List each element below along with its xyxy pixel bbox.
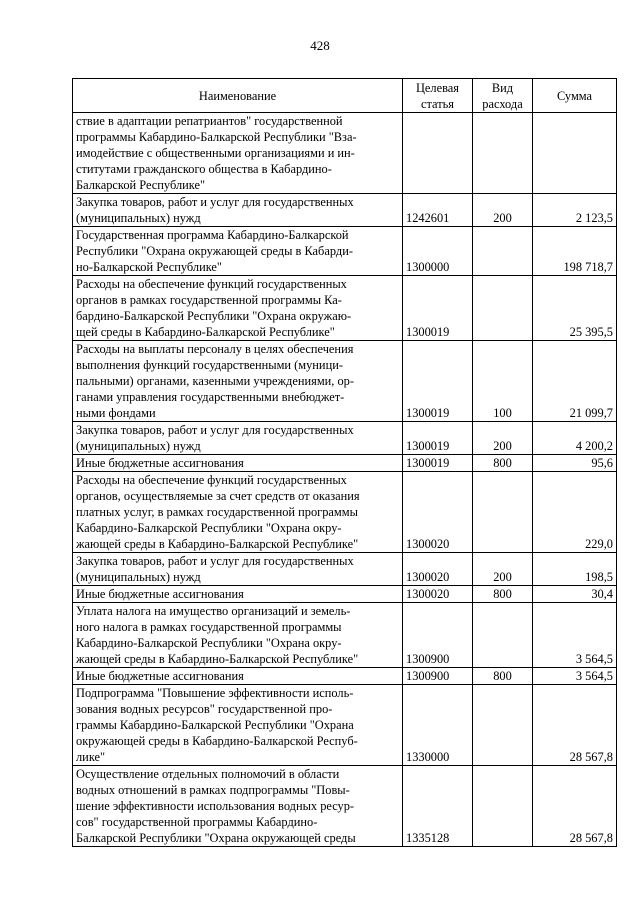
- row-kind: [473, 113, 533, 194]
- row-name-line: граммы Кабардино-Балкарской Республики "Охрана: [76, 718, 354, 732]
- header-sum: Сумма: [533, 79, 617, 113]
- table-row: [73, 227, 617, 276]
- row-name-line: шение эффективности использования водных ресур-: [76, 799, 355, 813]
- row-code: 1300020: [403, 472, 473, 553]
- row-kind: 100: [473, 341, 533, 422]
- row-name-line: водных отношений в рамках подпрограммы "Повы-: [76, 783, 350, 797]
- table-row: [73, 276, 617, 341]
- row-sum: 30,4: [533, 586, 617, 603]
- row-name-line: Иные бюджетные ассигнования: [76, 587, 244, 601]
- row-name-line: окружающей среды в Кабардино-Балкарской Респуб-: [76, 734, 358, 748]
- header-kind: Вид расхода: [473, 79, 533, 113]
- row-name-line: Иные бюджетные ассигнования: [76, 456, 244, 470]
- table-row: [73, 586, 617, 603]
- row-name-line: ствие в адаптации репатриантов" государственной: [76, 114, 343, 128]
- row-code: 1300900: [403, 603, 473, 668]
- table-row: [73, 472, 617, 553]
- row-name-line: выполнения функций государственными (муници-: [76, 358, 343, 372]
- row-name-line: Расходы на обеспечение функций государственных: [76, 473, 347, 487]
- row-sum: 28 567,8: [533, 685, 617, 766]
- row-name-line: имодействие с общественными организациями и ин-: [76, 146, 355, 160]
- row-sum: 3 564,5: [533, 668, 617, 685]
- row-kind: 200: [473, 422, 533, 455]
- row-name-line: Закупка товаров, работ и услуг для государственных: [76, 423, 354, 437]
- table-row: [73, 553, 617, 586]
- row-kind: [473, 472, 533, 553]
- table-row: [73, 766, 617, 847]
- table-header: [73, 79, 617, 113]
- budget-table: [72, 78, 617, 847]
- table-row: [73, 668, 617, 685]
- row-name-line: зования водных ресурсов" государственной про-: [76, 702, 333, 716]
- row-sum: 4 200,2: [533, 422, 617, 455]
- row-name-line: Расходы на обеспечение функций государственных: [76, 277, 347, 291]
- table-body: [73, 113, 617, 847]
- row-name-line: Кабардино-Балкарской Республики "Охрана окру-: [76, 521, 342, 535]
- table-row: [73, 422, 617, 455]
- row-kind: [473, 276, 533, 341]
- row-name-line: (муниципальных) нужд: [76, 570, 201, 584]
- table-row: [73, 603, 617, 668]
- header-code: Целевая статья: [403, 79, 473, 113]
- row-kind: 200: [473, 553, 533, 586]
- header-name: Наименование: [73, 79, 403, 113]
- row-code: [403, 113, 473, 194]
- row-name-line: ными фондами: [76, 406, 156, 420]
- row-name: [73, 685, 403, 766]
- row-sum: 95,6: [533, 455, 617, 472]
- row-name: [73, 455, 403, 472]
- row-sum: 198 718,7: [533, 227, 617, 276]
- row-code: 1300019: [403, 341, 473, 422]
- row-code: 1300019: [403, 276, 473, 341]
- table-row: [73, 194, 617, 227]
- row-name-line: бардино-Балкарской Республики "Охрана окружаю-: [76, 309, 352, 323]
- row-code: 1330000: [403, 685, 473, 766]
- row-name-line: Расходы на выплаты персоналу в целях обеспечения: [76, 342, 354, 356]
- row-code: 1300020: [403, 586, 473, 603]
- row-code: 1300019: [403, 455, 473, 472]
- row-name-line: Подпрограмма "Повышение эффективности исполь-: [76, 686, 354, 700]
- row-kind: 800: [473, 455, 533, 472]
- row-kind: [473, 685, 533, 766]
- row-name: [73, 276, 403, 341]
- table-row: [73, 455, 617, 472]
- row-name: [73, 603, 403, 668]
- row-name-line: Республики "Охрана окружающей среды в Кабарди-: [76, 244, 353, 258]
- row-name-line: ганами управления государственными внебюджет-: [76, 390, 345, 404]
- row-name-line: щей среды в Кабардино-Балкарской Республике": [76, 325, 335, 339]
- row-name-line: ститутами гражданского общества в Кабардино-: [76, 162, 332, 176]
- row-kind: [473, 227, 533, 276]
- row-name-line: Закупка товаров, работ и услуг для государственных: [76, 195, 354, 209]
- table-row: [73, 113, 617, 194]
- row-name-line: пальными) органами, казенными учреждениями, ор-: [76, 374, 355, 388]
- row-kind: 800: [473, 586, 533, 603]
- row-name-line: программы Кабардино-Балкарской Республики "Вза-: [76, 130, 357, 144]
- row-name-line: (муниципальных) нужд: [76, 439, 201, 453]
- row-name-line: жающей среды в Кабардино-Балкарской Республике": [76, 652, 359, 666]
- page-number: 428: [310, 38, 330, 53]
- row-sum: 25 395,5: [533, 276, 617, 341]
- row-kind: [473, 603, 533, 668]
- table-row: [73, 685, 617, 766]
- row-name: [73, 113, 403, 194]
- row-name: [73, 422, 403, 455]
- row-name-line: Уплата налога на имущество организаций и земель-: [76, 604, 351, 618]
- row-code: 1335128: [403, 766, 473, 847]
- row-kind: 800: [473, 668, 533, 685]
- row-sum: 21 099,7: [533, 341, 617, 422]
- row-name-line: Балкарской Республики "Охрана окружающей среды: [76, 831, 356, 845]
- row-name-line: но-Балкарской Республике": [76, 260, 222, 274]
- row-code: 1300000: [403, 227, 473, 276]
- row-name-line: органов, осуществляемые за счет средств от оказания: [76, 489, 360, 503]
- row-name-line: лике": [76, 750, 106, 764]
- row-sum: 2 123,5: [533, 194, 617, 227]
- row-code: 1300020: [403, 553, 473, 586]
- row-name: [73, 766, 403, 847]
- row-sum: 28 567,8: [533, 766, 617, 847]
- row-name-line: Иные бюджетные ассигнования: [76, 669, 244, 683]
- row-name-line: Государственная программа Кабардино-Балкарской: [76, 228, 349, 242]
- row-name: [73, 227, 403, 276]
- row-code: 1300019: [403, 422, 473, 455]
- row-name-line: Осуществление отдельных полномочий в области: [76, 767, 340, 781]
- row-name: [73, 472, 403, 553]
- row-name-line: сов" государственной программы Кабардино-: [76, 815, 318, 829]
- row-sum: 198,5: [533, 553, 617, 586]
- row-name-line: Кабардино-Балкарской Республики "Охрана окру-: [76, 636, 342, 650]
- row-sum: [533, 113, 617, 194]
- row-name-line: (муниципальных) нужд: [76, 211, 201, 225]
- row-code: 1242601: [403, 194, 473, 227]
- row-name: [73, 194, 403, 227]
- row-name: [73, 668, 403, 685]
- row-name-line: органов в рамках государственной программы Ка-: [76, 293, 342, 307]
- row-code: 1300900: [403, 668, 473, 685]
- row-sum: 3 564,5: [533, 603, 617, 668]
- row-name-line: Балкарской Республике": [76, 178, 206, 192]
- row-name: [73, 341, 403, 422]
- table-row: [73, 341, 617, 422]
- row-kind: 200: [473, 194, 533, 227]
- row-name: [73, 586, 403, 603]
- row-kind: [473, 766, 533, 847]
- row-name-line: Закупка товаров, работ и услуг для государственных: [76, 554, 354, 568]
- row-name-line: ного налога в рамках государственной программы: [76, 620, 342, 634]
- row-name-line: жающей среды в Кабардино-Балкарской Республике": [76, 537, 359, 551]
- row-name: [73, 553, 403, 586]
- row-name-line: платных услуг, в рамках государственной программы: [76, 505, 358, 519]
- row-sum: 229,0: [533, 472, 617, 553]
